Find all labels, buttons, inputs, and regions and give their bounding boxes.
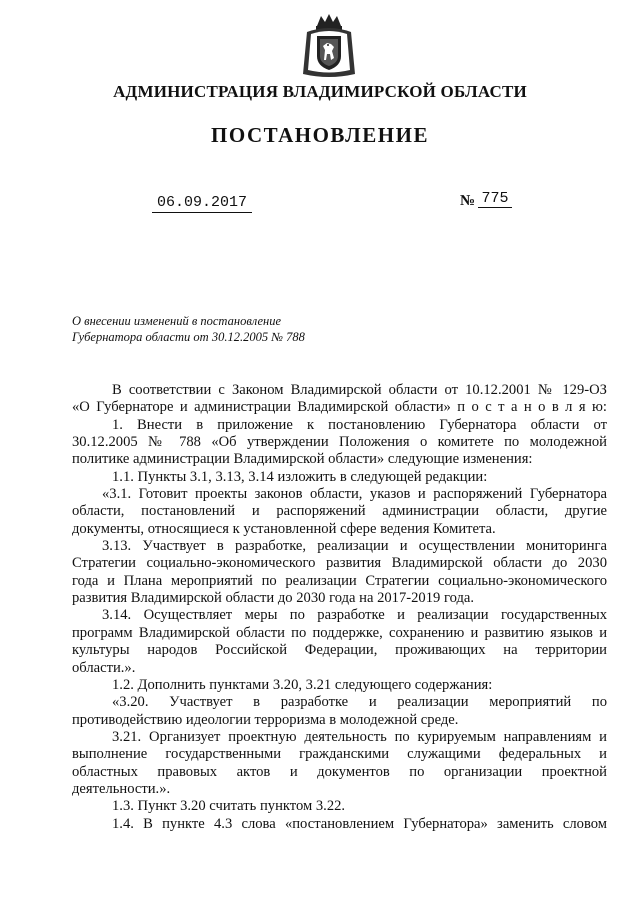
body-line: 1. Внести в приложение к постановлению Губернатора области от xyxy=(112,416,607,433)
body-line: 1.2. Дополнить пунктами 3.20, 3.21 следующего содержания: xyxy=(112,676,493,693)
body-line: Стратегии социально-экономического развития Владимирской области до 2030 xyxy=(72,555,607,572)
body-line: культуры народов Российской Федерации, проживающих на территории xyxy=(72,642,607,659)
body-line: областных правовых актов и документов по организации проектной xyxy=(72,763,607,780)
document-date: 06.09.2017 xyxy=(152,194,252,213)
organization-name: АДМИНИСТРАЦИЯ ВЛАДИМИРСКОЙ ОБЛАСТИ xyxy=(113,82,527,101)
body-line: программ Владимирской области по поддержке, сохранению и развитию языков и xyxy=(72,624,607,641)
body-line: 1.4. В пункте 4.3 слова «постановлением Губернатора» заменить словом xyxy=(112,815,607,832)
body-line: развития Владимирской области до 2030 года на 2017-2019 года. xyxy=(72,590,474,607)
number-sign: № xyxy=(460,193,476,209)
body-line: документы, относящиеся к установленной сфере ведения Комитета. xyxy=(72,520,496,537)
body-line: 1.3. Пункт 3.20 считать пунктом 3.22. xyxy=(112,798,346,815)
subject-line: Губернатора области от 30.12.2005 № 788 xyxy=(72,330,305,344)
subject-line: О внесении изменений в постановление xyxy=(72,314,282,328)
document-type: ПОСТАНОВЛЕНИЕ xyxy=(211,123,429,147)
document-number: 775 xyxy=(478,190,512,208)
body-line: «О Губернаторе и администрации Владимирской области» п о с т а н о в л я ю: xyxy=(72,399,607,416)
body-line: деятельности.». xyxy=(72,780,171,797)
body-line: «3.1. Готовит проекты законов области, указов и распоряжений Губернатора xyxy=(102,486,607,503)
body-line: области.». xyxy=(72,659,136,676)
body-line: 30.12.2005 № 788 «Об утверждении Положения о комитете по молодежной xyxy=(72,434,607,451)
coat-of-arms-icon xyxy=(297,12,361,80)
body-line: 3.14. Осуществляет меры по разработке и реализации государственных xyxy=(102,607,607,624)
document-subject xyxy=(72,313,305,345)
body-line: противодействию идеологии терроризма в молодежной среде. xyxy=(72,711,459,728)
body-line: выполнение государственными гражданскими служащими федеральных и xyxy=(72,746,607,763)
body-line: года и Плана мероприятий по реализации Стратегии социально-экономического xyxy=(72,572,607,589)
body-line: политике администрации Владимирской области» следующие изменения: xyxy=(72,451,533,468)
body-line: 3.13. Участвует в разработке, реализации и осуществлении мониторинга xyxy=(102,538,607,555)
body-line: 3.21. Организует проектную деятельность по курируемым направлениям и xyxy=(112,728,607,745)
document-body xyxy=(72,382,607,833)
body-line: «3.20. Участвует в разработке и реализации мероприятий по xyxy=(112,694,607,711)
body-line: 1.1. Пункты 3.1, 3.13, 3.14 изложить в следующей редакции: xyxy=(112,468,488,485)
body-line: области, постановлений и распоряжений администрации области, другие xyxy=(72,503,607,520)
body-line: В соответствии с Законом Владимирской области от 10.12.2001 № 129-ОЗ xyxy=(112,382,607,398)
